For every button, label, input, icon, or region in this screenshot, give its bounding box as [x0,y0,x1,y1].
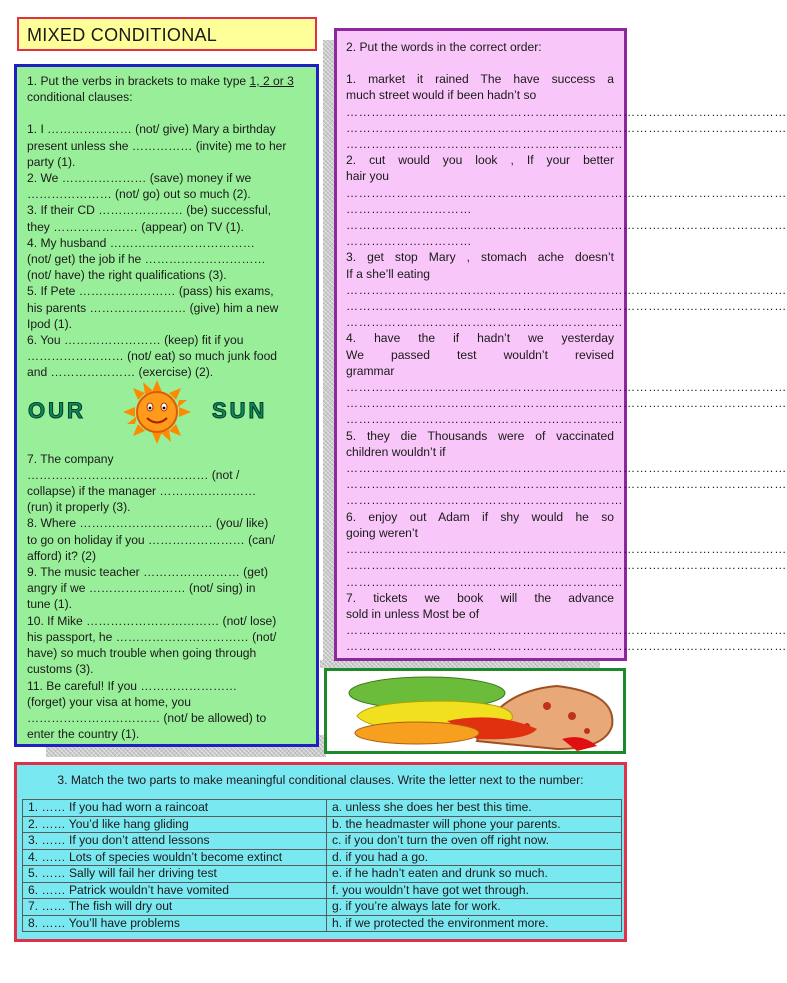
answer-line[interactable]: …………………………………………………………………………………………… [346,218,787,233]
exercise-1-line: 2. We ………………… (save) money if we [27,171,252,186]
exercise-1-instruction: 1. Put the verbs in brackets to make type 1, 2 or 3 conditional clauses: [27,74,294,105]
clause-first-half[interactable]: 8. …… You’ll have problems [23,915,327,932]
clause-second-half: a. unless she does her best this time. [327,800,622,817]
table-row [23,800,622,817]
exercise-1-line: tune (1). [27,597,73,612]
word-order-line: We passed test wouldn’t revised [346,347,614,362]
exercise-1-line: enter the country (1). [27,727,140,742]
word-order-line: 2. cut would you look , If your better [346,153,614,168]
exercise-1-line: afford) it? (2) [27,548,97,563]
answer-line[interactable]: ………………………………………………………… [346,493,624,508]
word-order-line: 3. get stop Mary , stomach ache doesn’t [346,250,614,265]
answer-line[interactable]: ………………………………………………………… [346,137,624,152]
answer-line[interactable]: …………………………………………………………………………………………… [346,380,787,395]
answer-line[interactable]: …………………………………………………………………………………………… [346,282,787,297]
exercise-2-items [346,71,787,654]
table-row [23,899,622,916]
answer-line[interactable]: …………………………………………………………………………………………… [346,104,787,119]
page-title: MIXED CONDITIONAL [17,17,317,51]
table-row [23,849,622,866]
clause-first-half[interactable]: 6. …… Patrick wouldn’t have vomited [23,882,327,899]
exercise-1-line: Ipod (1). [27,316,73,331]
exercise-1-line: his passport, he …………………………… (not/ [27,629,277,644]
clause-second-half: d. if you had a go. [327,849,622,866]
exercise-1-line: 5. If Pete …………………… (pass) his exams, [27,284,274,299]
table-row [23,866,622,883]
word-order-item [346,71,787,152]
exercise-1-line: (not/ have) the right qualifications (3). [27,268,227,283]
exercise-1-line: 1. I ………………… (not/ give) Mary a birthday [27,122,276,137]
word-order-line: 1. market it rained The have success a [346,72,614,87]
clause-second-half: h. if we protected the environment more. [327,915,622,932]
clause-first-half[interactable]: 3. …… If you don’t attend lessons [23,833,327,850]
clause-first-half[interactable]: 2. …… You’d like hang gliding [23,816,327,833]
exercise-1-line: and ………………… (exercise) (2). [27,365,214,380]
word-order-item [346,152,787,249]
exercise-2-panel [334,28,787,661]
clause-first-half[interactable]: 1. …… If you had worn a raincoat [23,800,327,817]
exercise-1-line: 11. Be careful! If you …………………… [27,678,238,693]
exercise-1-line: have) so much trouble when going through [27,646,257,661]
clause-second-half: b. the headmaster will phone your parents. [327,816,622,833]
exercise-1-line: his parents …………………… (give) him a new [27,300,279,315]
exercise-1-items-b [27,451,307,743]
exercise-3-instruction: 3. Match the two parts to make meaningful conditional clauses. Write the letter next to the number: [57,773,584,787]
clause-second-half: e. if he hadn’t eaten and drunk so much. [327,866,622,883]
exercise-1-line: 7. The company [27,451,114,466]
word-order-item [346,509,787,590]
word-order-line: 6. enjoy out Adam if shy would he so [346,509,614,524]
table-row [23,833,622,850]
answer-line[interactable]: …………………………………………………………………………………………… [346,396,787,411]
answer-line[interactable]: …………………………………………………………………………………………… [346,461,787,476]
exercise-3-panel [14,762,627,942]
exercise-1-line: …………………… (not/ eat) so much junk food [27,349,278,364]
word-order-line: 7. tickets we book will the advance [346,590,614,605]
exercise-1-line: ………………… (not/ go) out so much (2). [27,187,251,202]
exercise-2-instruction: 2. Put the words in the correct order: [346,40,542,54]
table-row [23,816,622,833]
answer-line[interactable]: ………………………………………………………… [346,574,624,589]
exercise-1-items-a [27,121,307,380]
sandwich-picture [324,668,626,754]
exercise-1-line: angry if we …………………… (not/ sing) in [27,581,256,596]
exercise-1-line: they ………………… (appear) on TV (1). [27,219,244,234]
exercise-1-line: 4. My husband ……………………………… [27,235,255,250]
answer-line[interactable]: …………………………………………………………………………………………… [346,623,787,638]
clause-first-half[interactable]: 5. …… Sally will fail her driving test [23,866,327,883]
word-order-line: sold in unless Most be of [346,606,480,621]
word-order-line: grammar [346,363,395,378]
word-order-line: If a she’ll eating [346,266,431,281]
answer-line[interactable]: …………………………………………………………………………………………… [346,299,787,314]
word-order-line: 5. they die Thousands were of vaccinated [346,428,614,443]
answer-line[interactable]: …………………………………………………………………………………………… [346,639,787,654]
exercise-1-line: 3. If their CD ………………… (be) successful, [27,203,271,218]
word-order-item [346,590,787,655]
exercise-1-line: present unless she …………… (invite) me to her [27,138,287,153]
exercise-1-line: (forget) your visa at home, you [27,694,192,709]
answer-line[interactable]: ………………………………………………………… [346,315,624,330]
word-order-item [346,249,787,330]
word-order-line: children wouldn’t if [346,444,446,459]
answer-line[interactable]: …………………………………………………………………………………………… [346,542,787,557]
exercise-1-line: ……………………………………… (not / [27,467,240,482]
word-order-line: 4. have the if hadn’t we yesterday [346,331,614,346]
exercise-1-line: party (1). [27,154,76,169]
answer-line[interactable]: ………………………… [346,234,472,249]
exercise-1-line: …………………………… (not/ be allowed) to [27,710,267,725]
answer-line[interactable]: …………………………………………………………………………………………… [346,558,787,573]
exercise-1-line: 10. If Mike …………………………… (not/ lose) [27,613,277,628]
exercise-1-line: 8. Where …………………………… (you/ like) [27,516,269,531]
answer-line[interactable]: …………………………………………………………………………………………… [346,185,787,200]
clause-first-half[interactable]: 4. …… Lots of species wouldn’t become extinct [23,849,327,866]
word-order-line: going weren’t [346,525,418,540]
word-order-line: hair you [346,169,390,184]
shadow-ex2 [320,660,600,668]
table-row [23,915,622,932]
word-order-item [346,330,787,427]
our-sun-logo [26,380,288,444]
answer-line[interactable]: ………………………… [346,201,472,216]
answer-line[interactable]: ………………………………………………………… [346,412,624,427]
exercise-1-line: (not/ get) the job if he ………………………… [27,252,266,267]
matching-table [22,799,622,932]
clause-second-half: g. if you’re always late for work. [327,899,622,916]
clause-first-half[interactable]: 7. …… The fish will dry out [23,899,327,916]
answer-line[interactable]: …………………………………………………………………………………………… [346,477,787,492]
exercise-1-line: 6. You …………………… (keep) fit if you [27,333,244,348]
exercise-1-line: customs (3). [27,662,94,677]
word-order-item [346,428,787,509]
clause-second-half: c. if you don’t turn the oven off right now. [327,833,622,850]
answer-line[interactable]: …………………………………………………………………………………………… [346,120,787,135]
logo-text-left: OUR [28,398,86,423]
exercise-1-line: collapse) if the manager …………………… [27,484,257,499]
table-row [23,882,622,899]
sandwich-icon [327,671,623,751]
clause-second-half: f. you wouldn’t have got wet through. [327,882,622,899]
word-order-line: much street would if been hadn’t so [346,88,537,103]
exercise-1-line: to go on holiday if you …………………… (can/ [27,532,276,547]
exercise-1-line: (run) it properly (3). [27,500,131,515]
exercise-1-line: 9. The music teacher …………………… (get) [27,565,269,580]
logo-text-right: SUN [212,398,268,423]
